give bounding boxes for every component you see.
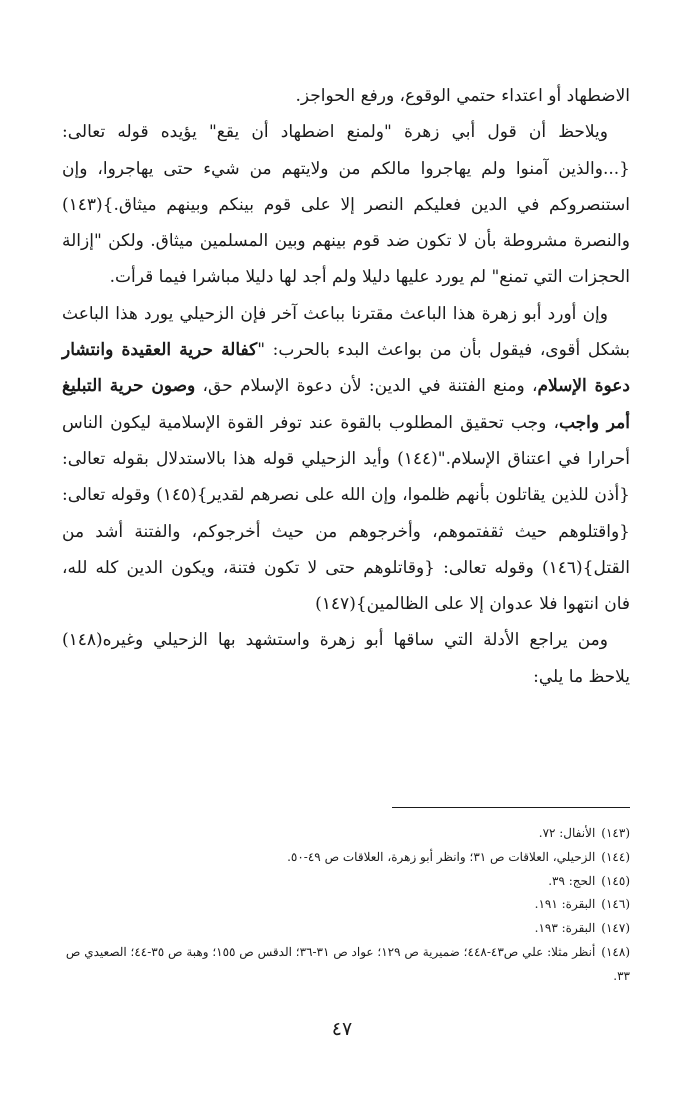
footnote bbox=[62, 846, 630, 870]
footnote-number: (١٤٣) bbox=[601, 826, 630, 840]
paragraph bbox=[62, 78, 630, 114]
text-segment: ويلاحظ أن قول أبي زهرة "ولمنع اضطهاد أن يقع" يؤيده قوله تعالى: {...والذين آمنوا ولم يهاجروا مالكم من ولايتهم من شيء حتى يهاجروا، وإن استنصروكم في الدين فعليكم النصر إلا على قوم بينكم وبينهم ميثاق.}(١٤٣) والنصرة مشروطة بأن لا تكون ضد قوم بينهم وبين المسلمين ميثاق. ولكن "إزالة الحجزات التي تمنع" لم يورد عليها دليلا ولم أجد لها دليلا مباشرا فيما قرأت. bbox=[62, 122, 630, 288]
paragraph bbox=[62, 296, 630, 623]
footnote bbox=[62, 917, 630, 941]
text-segment: ، وجب تحقيق المطلوب بالقوة عند توفر القوة الإسلامية ليكون الناس أحرارا في اعتناق الإسلام."(١٤٤) وأيد الزحيلي قوله هذا بالاستدلال بقوله تعالى: {أذن للذين يقاتلون بأنهم ظلموا، وإن الله على نصرهم لقدير}(١٤٥) وقوله تعالى: {واقتلوهم حيث ثقفتموهم، وأخرجوهم من حيث أخرجوكم، والفتنة أشد من القتل}(١٤٦) وقوله تعالى: {وقاتلوهم حتى لا تكون فتنة، ويكون الدين كله لله، فان انتهوا فلا عدوان إلا على الظالمين}(١٤٧) bbox=[62, 412, 630, 615]
footnote-text: الزحيلي، العلاقات ص ٣١؛ وانظر أبو زهرة، العلاقات ص ٤٩-٥٠. bbox=[287, 849, 596, 864]
footnote-text: الحج: ٣٩. bbox=[548, 873, 596, 888]
paragraph bbox=[62, 622, 630, 695]
footnote bbox=[62, 822, 630, 846]
footnote-number: (١٤٥) bbox=[601, 873, 630, 888]
footnotes bbox=[62, 822, 630, 989]
text-segment: ومن يراجع الأدلة التي ساقها أبو زهرة واستشهد بها الزحيلي وغيره(١٤٨) يلاحظ ما يلي: bbox=[62, 630, 630, 687]
footnote bbox=[62, 870, 630, 894]
footnote-number: (١٤٦) bbox=[601, 897, 630, 912]
footnote-text: البقرة: ١٩٣. bbox=[534, 921, 596, 936]
footnote-text: البقرة: ١٩١. bbox=[534, 897, 596, 912]
bold-text-segment: كفالة حرية العقيدة وانتشار دعوة الإسلام bbox=[62, 340, 630, 397]
page-number: ٤٧ bbox=[331, 1018, 353, 1040]
footnote-text: الأنفال: ٧٢. bbox=[538, 826, 596, 840]
footnote-number: (١٤٧) bbox=[601, 921, 630, 936]
footnote-number: (١٤٤) bbox=[601, 849, 630, 864]
text-segment: وإن أورد أبو زهرة هذا الباعث مقترنا بباعث آخر فإن الزحيلي يورد هذا الباعث بشكل أقوى، فيقول بأن من بواعث البدء بالحرب: " bbox=[62, 303, 630, 361]
paragraph bbox=[62, 114, 630, 295]
footnote-number: (١٤٨) bbox=[601, 944, 630, 959]
bold-text-segment: وصون حرية التبليغ أمر واجب bbox=[62, 376, 630, 433]
footnote bbox=[62, 941, 630, 989]
body-text bbox=[62, 78, 630, 695]
footnote-separator bbox=[392, 807, 630, 808]
text-segment: الاضطهاد أو اعتداء حتمي الوقوع، ورفع الحواجز. bbox=[295, 86, 630, 106]
footnote bbox=[62, 893, 630, 917]
text-segment: ، ومنع الفتنة في الدين: لأن دعوة الإسلام حق، bbox=[195, 376, 538, 397]
footnote-text: أنظر مثلا: علي ص٤٣-٤٤٨؛ ضميرية ص ١٢٩؛ عواد ص ٣١-٣٦؛ الدقس ص ١٥٥؛ وهبة ص ٣٥-٤٤؛ الصعيدي ص ٣٣. bbox=[65, 944, 630, 983]
